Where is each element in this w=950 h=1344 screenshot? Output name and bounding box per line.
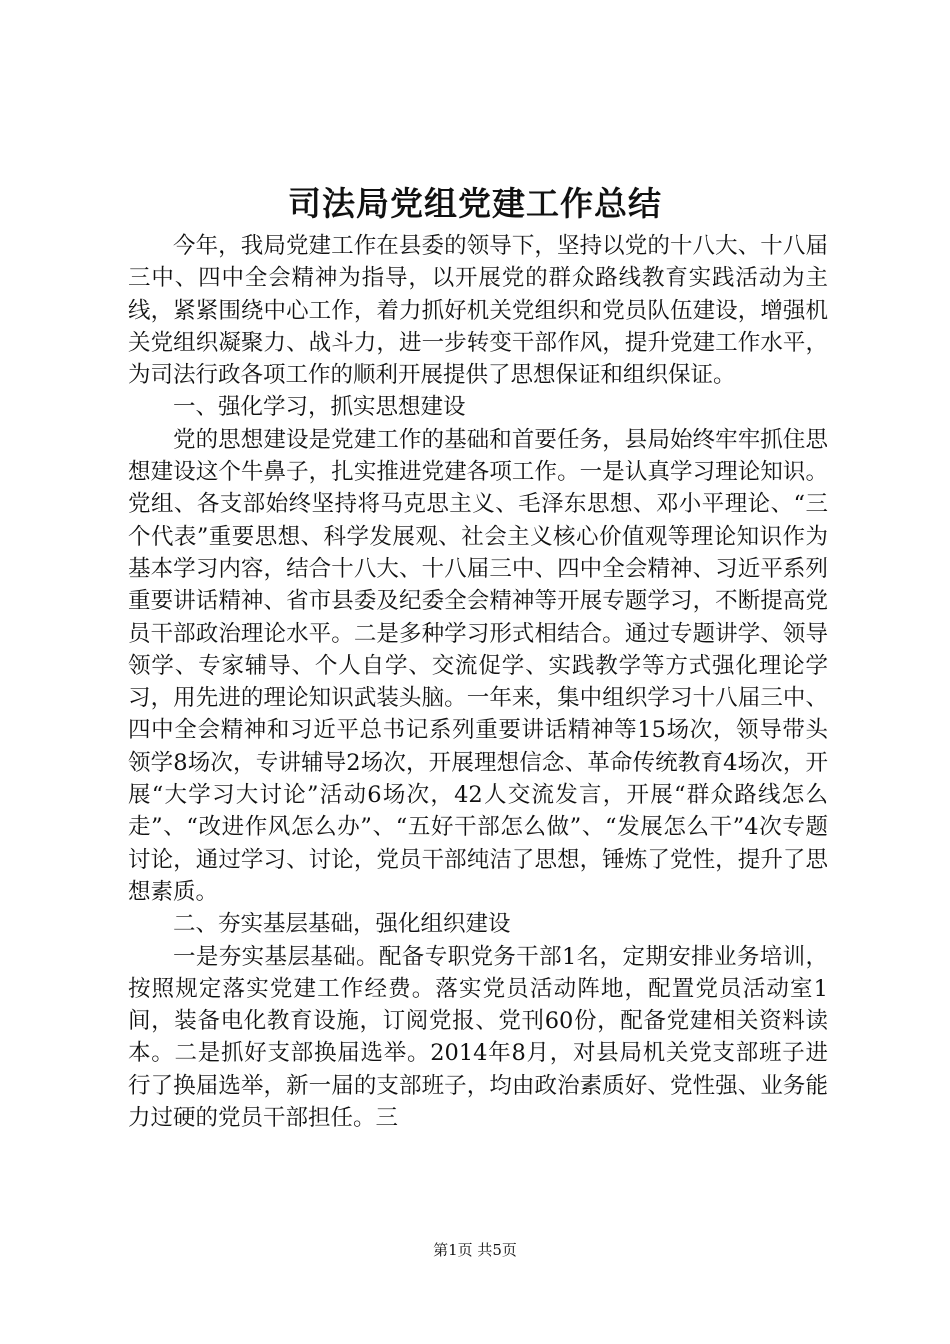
section-1-paragraph: 党的思想建设是党建工作的基础和首要任务，县局始终牢牢抓住思想建设这个牛鼻子，扎实推进党建各项工作。一是认真学习理论知识。党组、各支部始终坚持将马克思主义、毛泽东思想、邓小平理论、“三个代表”重要思想、科学发展观、社会主义核心价值观等理论知识作为基本学习内容，结合十八大、十八届三中、四中全会精神、习近平系列重要讲话精神、省市县委及纪委全会精神等开展专题学习，不断提高党员干部政治理论水平。二是多种学习形式相结合。通过专题讲学、领导领学、专家辅导、个人自学、交流促学、实践教学等方式强化理论学习，用先进的理论知识武装头脑。一年来，集中组织学习十八届三中、四中全会精神和习近平总书记系列重要讲话精神等15场次，领导带头领学8场次，专讲辅导2场次，开展理想信念、革命传统教育4场次，开展“大学习大讨论”活动6场次，42人交流发言，开展“群众路线怎么走”、“改进作风怎么办”、“五好干部怎么做”、“发展怎么干”4次专题讨论，通过学习、讨论，党员干部纯洁了思想，锤炼了党性，提升了思想素质。 — [128, 426, 828, 905]
section-heading-1: 一、强化学习，抓实思想建设 — [173, 394, 466, 421]
document-body — [128, 230, 828, 1134]
section-heading-2: 二、夯实基层基础，强化组织建设 — [173, 911, 511, 938]
document-title: 司法局党组党建工作总结 — [288, 184, 662, 223]
page-footer: 第1页 共5页 — [433, 1241, 517, 1259]
intro-paragraph: 今年，我局党建工作在县委的领导下，坚持以党的十八大、十八届三中、四中全会精神为指导，以开展党的群众路线教育实践活动为主线，紧紧围绕中心工作，着力抓好机关党组织和党员队伍建设，增强机关党组织凝聚力、战斗力，进一步转变干部作风，提升党建工作水平，为司法行政各项工作的顺利开展提供了思想保证和组织保证。 — [128, 233, 828, 389]
section-2-paragraph: 一是夯实基层基础。配备专职党务干部1名，定期安排业务培训，按照规定落实党建工作经费。落实党员活动阵地，配置党员活动室1间，装备电化教育设施，订阅党报、党刊60份，配备党建相关资料读本。二是抓好支部换届选举。2014年8月，对县局机关党支部班子进行了换届选举，新一届的支部班子，均由政治素质好、党性强、业务能力过硬的党员干部担任。三 — [128, 943, 828, 1132]
